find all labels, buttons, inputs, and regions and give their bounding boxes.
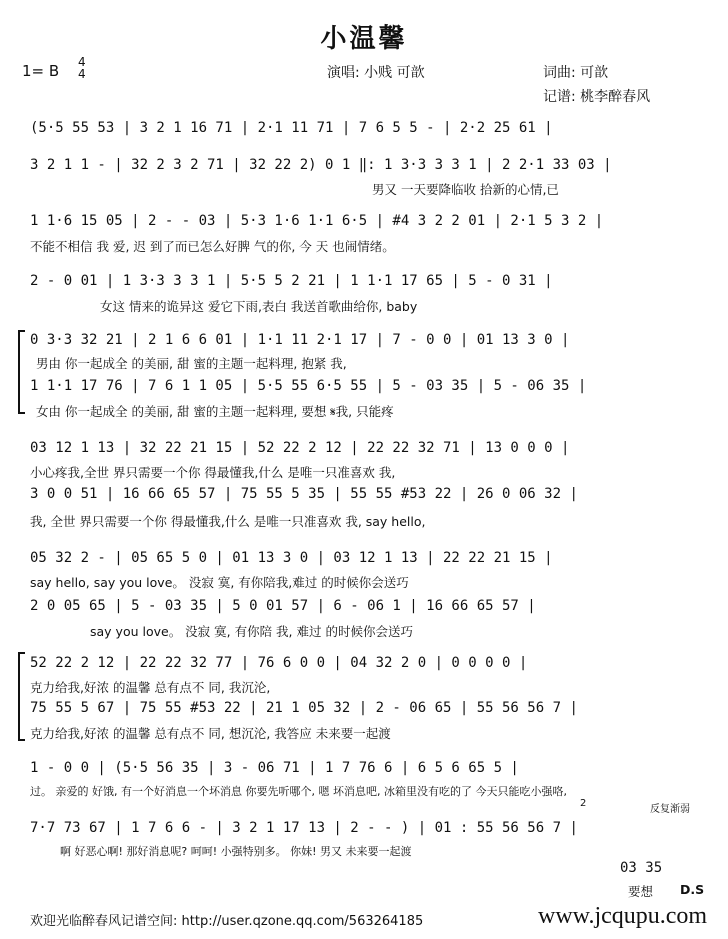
volta-two-label: 2 [580,798,587,809]
key-signature: 1= B [22,62,60,80]
repeat-fade-note: 反复渐弱 [650,804,690,815]
lyric-line-10: say you love。 没寂 寞, 有你陪 我, 难过 的时候你会送巧 [90,624,413,639]
notation-line-4: 2 - 0 01 | 1 3·3 3 3 1 | 5·5 5 2 21 | 1 1·1 17 65 | 5 - 0 31 | [30,273,553,289]
lyric-line-7: 小心疼我,全世 界只需要一个你 得最懂我,什么 是唯一只准喜欢 我, [30,465,396,480]
ds-mark: D.S [680,882,705,897]
lyric-line-5: 男由 你一起成全 的美丽, 甜 蜜的主题一起料理, 抱紧 我, [36,356,347,371]
lyric-line-13: 过。 亲爱的 好饿, 有一个好消息一个坏消息 你要先听哪个, 嗯 坏消息吧, 冰箱里没有吃的了 今天只能吃小强咯, [30,785,567,798]
notation-line-7: 03 12 1 13 | 32 22 21 15 | 52 22 2 12 | 22 22 32 71 | 13 0 0 0 | [30,440,570,456]
ending-notes: 03 35 [620,860,663,876]
notation-line-8: 3 0 0 51 | 16 66 65 57 | 75 55 5 35 | 55 55 #53 22 | 26 0 06 32 | [30,486,578,502]
notation-line-1: (5·5 55 53 | 3 2 1 16 71 | 2·1 11 71 | 7 6 5 5 - | 2·2 25 61 | [30,120,553,136]
lyric-line-4: 女这 情来的诡异这 爱它下雨,表白 我送首歌曲给你, baby [100,299,418,314]
time-signature [78,56,86,80]
time-top: 4 [78,55,86,69]
watermark-site: www.jcqupu.com [538,903,708,929]
lyric-line-6: 女由 你一起成全 的美丽, 甜 蜜的主题一起料理, 要想 𝄋我, 只能疼 [36,404,394,419]
lyricist-credit: 词曲: 可歆 [543,65,609,81]
lyric-line-9: say hello, say you love。 没寂 寞, 有你陪我,难过 的时候你会送巧 [30,575,409,590]
lyric-line-14: 啊 好恶心啊! 那好消息呢? 呵呵! 小强特别多。 你妹! 男又 未来要一起渡 [60,845,412,858]
transcriber-credit: 记谱: 桃李醉春风 [543,89,651,105]
notation-line-6: 1 1·1 17 76 | 7 6 1 1 05 | 5·5 55 6·5 55 | 5 - 03 35 | 5 - 06 35 | [30,378,587,394]
time-bottom: 4 [78,67,86,81]
singer-credit: 演唱: 小贱 可歆 [327,65,425,81]
notation-line-13: 1 - 0 0 | (5·5 56 35 | 3 - 06 71 | 1 7 76 6 | 6 5 6 65 5 | [30,760,519,776]
lyric-line-12: 克力给我,好浓 的温馨 总有点不 同, 想沉沦, 我答应 未来要一起渡 [30,726,391,741]
notation-line-9: 05 32 2 - | 05 65 5 0 | 01 13 3 0 | 03 12 1 13 | 22 22 21 15 | [30,550,553,566]
notation-line-3: 1 1·6 15 05 | 2 - - 03 | 5·3 1·6 1·1 6·5 | #4 3 2 2 01 | 2·1 5 3 2 | [30,213,604,229]
notation-line-2: 3 2 1 1 - | 32 2 3 2 71 | 32 22 2) 0 1 ‖: 1 3·3 3 3 1 | 2 2·1 33 03 | [30,157,612,173]
notation-line-10: 2 0 05 65 | 5 - 03 35 | 5 0 01 57 | 6 - 06 1 | 16 66 65 57 | [30,598,536,614]
system-brace-2 [18,652,25,741]
notation-line-12: 75 55 5 67 | 75 55 #53 22 | 21 1 05 32 | 2 - 06 65 | 55 56 56 7 | [30,700,578,716]
notation-line-11: 52 22 2 12 | 22 22 32 77 | 76 6 0 0 | 04 32 2 0 | 0 0 0 0 | [30,655,528,671]
notation-line-14: 7·7 73 67 | 1 7 6 6 - | 3 2 1 17 13 | 2 - - ) | 01 : 55 56 56 7 | [30,820,578,836]
lyric-line-11: 克力给我,好浓 的温馨 总有点不 同, 我沉沦, [30,680,271,695]
lyric-line-3: 不能不相信 我 爱, 迟 到了而已怎么好脾 气的你, 今 天 也闹情绪。 [30,239,395,254]
footer-credit: 欢迎光临醉春风记谱空间: http://user.qzone.qq.com/563264185 [30,914,424,929]
notation-line-5: 0 3·3 32 21 | 2 1 6 6 01 | 1·1 11 2·1 17 | 7 - 0 0 | 01 13 3 0 | [30,332,570,348]
ending-lyrics: 要想 [628,884,654,899]
page-title: 小温馨 [320,24,408,54]
lyric-line-2: 男又 一天要降临收 拾新的心情,已 [372,182,559,197]
lyric-line-8: 我, 全世 界只需要一个你 得最懂我,什么 是唯一只准喜欢 我, say hello, [30,514,426,529]
system-brace [18,330,25,414]
